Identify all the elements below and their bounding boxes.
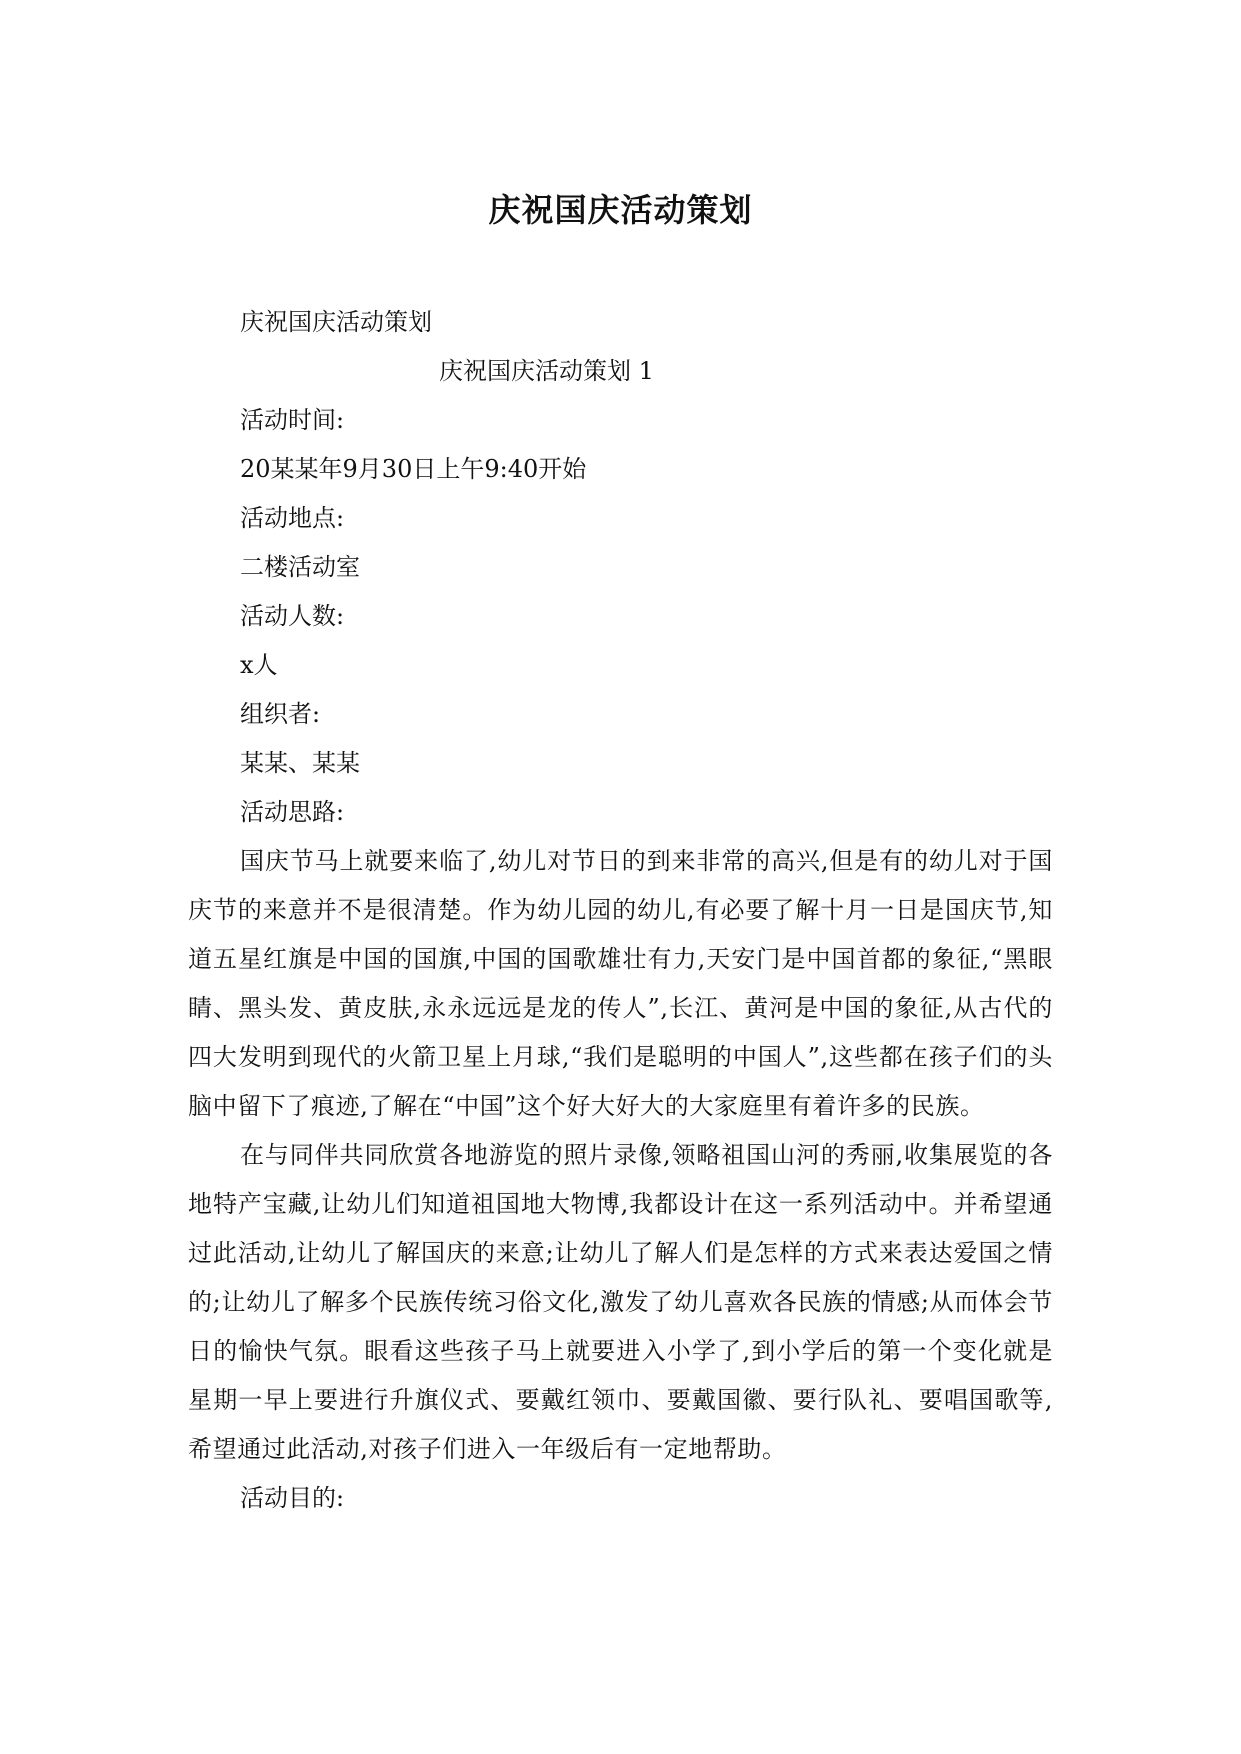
document-body [188,298,1053,1523]
paragraph: 国庆节马上就要来临了,幼儿对节日的到来非常的高兴,但是有的幼儿对于国庆节的来意并不是很清楚。作为幼儿园的幼儿,有必要了解十月一日是国庆节,知道五星红旗是中国的国旗,中国的国歌雄壮有力,天安门是中国首都的象征,“黑眼睛、黑头发、黄皮肤,永永远远是龙的传人”,长江、黄河是中国的象征,从古代的四大发明到现代的火箭卫星上月球,“我们是聪明的中国人”,这些都在孩子们的头脑中留下了痕迹,了解在“中国”这个好大好大的大家庭里有着许多的民族。 [188,847,1053,1120]
field-label-organizer: 组织者: [240,700,321,728]
goals-label: 活动目的: [240,1484,345,1512]
document-title: 庆祝国庆活动策划 [488,191,753,229]
field-label-location: 活动地点: [240,504,345,532]
section-heading: 庆祝国庆活动策划 1 [439,357,654,385]
field-label-headcount: 活动人数: [240,602,345,630]
field-value-time: 20某某年9月30日上午9:40开始 [240,455,587,483]
field-value-location: 二楼活动室 [240,553,360,581]
field-label-time: 活动时间: [240,406,345,434]
field-value-headcount: x人 [240,651,278,679]
subtitle: 庆祝国庆活动策划 [240,308,432,336]
ideas-label: 活动思路: [240,798,345,826]
paragraph: 在与同伴共同欣赏各地游览的照片录像,领略祖国山河的秀丽,收集展览的各地特产宝藏,让幼儿们知道祖国地大物博,我都设计在这一系列活动中。并希望通过此活动,让幼儿了解国庆的来意;让幼儿了解人们是怎样的方式来表达爱国之情的;让幼儿了解多个民族传统习俗文化,激发了幼儿喜欢各民族的情感;从而体会节日的愉快气氛。眼看这些孩子马上就要进入小学了,到小学后的第一个变化就是星期一早上要进行升旗仪式、要戴红领巾、要戴国徽、要行队礼、要唱国歌等,希望通过此活动,对孩子们进入一年级后有一定地帮助。 [188,1141,1053,1463]
field-value-organizer: 某某、某某 [240,749,360,777]
